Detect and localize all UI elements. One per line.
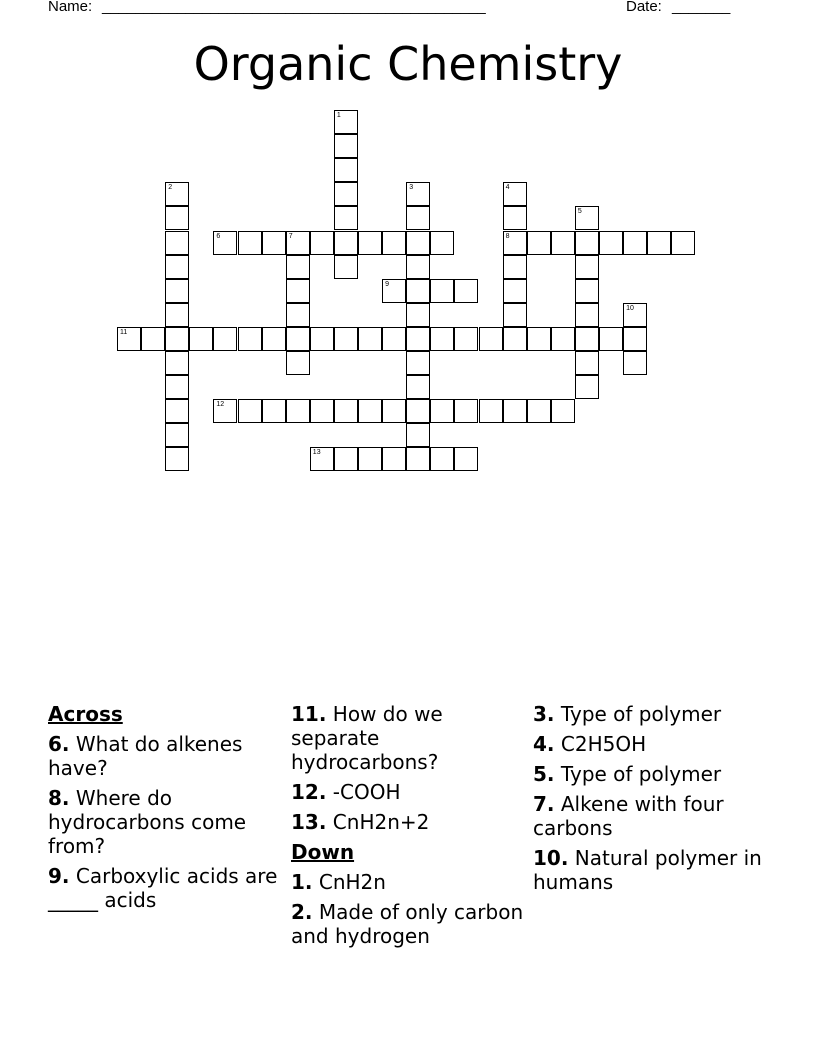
grid-cell[interactable] bbox=[406, 423, 430, 447]
clue-text: How do we separate hydrocarbons? bbox=[291, 702, 443, 774]
cell-number: 6 bbox=[216, 232, 221, 240]
clue-text: Made of only carbon and hydrogen bbox=[291, 900, 524, 948]
grid-cell[interactable] bbox=[165, 351, 189, 375]
grid-cell[interactable] bbox=[213, 231, 237, 255]
grid-cell[interactable] bbox=[238, 231, 262, 255]
grid-cell[interactable] bbox=[382, 279, 406, 303]
clue-down-4 bbox=[533, 732, 773, 756]
grid-cell[interactable] bbox=[503, 231, 527, 255]
page-title: Organic Chemistry bbox=[193, 37, 623, 91]
grid-cell[interactable] bbox=[623, 327, 647, 351]
grid-cell[interactable] bbox=[213, 399, 237, 423]
clue-text: Carboxylic acids are _____ acids bbox=[48, 864, 278, 912]
cell-number: 4 bbox=[505, 184, 510, 192]
grid-cell[interactable] bbox=[141, 327, 165, 351]
across-heading: Across bbox=[48, 702, 123, 726]
grid-cell[interactable] bbox=[334, 110, 358, 134]
grid-cell[interactable] bbox=[551, 231, 575, 255]
grid-cell[interactable] bbox=[406, 327, 430, 351]
clue-text: -COOH bbox=[332, 780, 401, 804]
grid-cell[interactable] bbox=[406, 399, 430, 423]
grid-cell[interactable] bbox=[310, 447, 334, 471]
grid-cell[interactable] bbox=[286, 303, 310, 327]
grid-cell[interactable] bbox=[358, 399, 382, 423]
clue-column-2 bbox=[291, 702, 527, 954]
grid-cell[interactable] bbox=[623, 303, 647, 327]
grid-cell[interactable] bbox=[310, 231, 334, 255]
grid-cell[interactable] bbox=[382, 231, 406, 255]
grid-cell[interactable] bbox=[479, 399, 503, 423]
grid-cell[interactable] bbox=[406, 447, 430, 471]
grid-cell[interactable] bbox=[503, 303, 527, 327]
grid-cell[interactable] bbox=[165, 327, 189, 351]
clue-number: 4. bbox=[533, 732, 555, 756]
name-label: Name: bbox=[48, 0, 93, 15]
clue-across-8 bbox=[48, 786, 280, 858]
grid-cell[interactable] bbox=[623, 351, 647, 375]
grid-cell[interactable] bbox=[165, 279, 189, 303]
clue-text: Type of polymer bbox=[560, 762, 722, 786]
clue-text: Type of polymer bbox=[560, 702, 722, 726]
grid-cell[interactable] bbox=[165, 423, 189, 447]
grid-cell[interactable] bbox=[262, 327, 286, 351]
grid-cell[interactable] bbox=[358, 231, 382, 255]
cell-number: 11 bbox=[120, 328, 128, 336]
clue-number: 10. bbox=[533, 846, 569, 870]
grid-cell[interactable] bbox=[406, 351, 430, 375]
grid-cell[interactable] bbox=[334, 399, 358, 423]
grid-cell[interactable] bbox=[358, 447, 382, 471]
grid-cell[interactable] bbox=[479, 327, 503, 351]
clue-number: 12. bbox=[291, 780, 327, 804]
grid-cell[interactable] bbox=[503, 327, 527, 351]
grid-cell[interactable] bbox=[647, 231, 671, 255]
clue-column-3 bbox=[533, 702, 773, 900]
grid-cell[interactable] bbox=[575, 231, 599, 255]
grid-cell[interactable] bbox=[430, 231, 454, 255]
cell-number: 7 bbox=[288, 232, 293, 240]
grid-cell[interactable] bbox=[503, 399, 527, 423]
grid-cell[interactable] bbox=[165, 231, 189, 255]
clue-number: 5. bbox=[533, 762, 555, 786]
grid-cell[interactable] bbox=[334, 182, 358, 206]
grid-cell[interactable] bbox=[430, 399, 454, 423]
cell-number: 5 bbox=[577, 208, 582, 216]
grid-cell[interactable] bbox=[382, 327, 406, 351]
clue-text: Natural polymer in humans bbox=[533, 846, 762, 894]
clue-across-6 bbox=[48, 732, 280, 780]
grid-cell[interactable] bbox=[334, 206, 358, 230]
grid-cell[interactable] bbox=[430, 327, 454, 351]
clue-number: 3. bbox=[533, 702, 555, 726]
grid-cell[interactable] bbox=[575, 375, 599, 399]
grid-cell[interactable] bbox=[575, 351, 599, 375]
clue-text: What do alkenes have? bbox=[48, 732, 243, 780]
grid-cell[interactable] bbox=[454, 447, 478, 471]
clue-number: 8. bbox=[48, 786, 70, 810]
cell-number: 2 bbox=[168, 184, 173, 192]
grid-cell[interactable] bbox=[286, 231, 310, 255]
clue-text: CnH2n bbox=[318, 870, 386, 894]
clue-number: 11. bbox=[291, 702, 327, 726]
clue-down-3 bbox=[533, 702, 773, 726]
grid-cell[interactable] bbox=[527, 327, 551, 351]
grid-cell[interactable] bbox=[165, 206, 189, 230]
grid-cell[interactable] bbox=[165, 447, 189, 471]
grid-cell[interactable] bbox=[334, 327, 358, 351]
grid-cell[interactable] bbox=[551, 399, 575, 423]
clue-down-7 bbox=[533, 792, 773, 840]
date-field[interactable]: _______ bbox=[672, 0, 731, 15]
grid-cell[interactable] bbox=[551, 327, 575, 351]
grid-cell[interactable] bbox=[165, 182, 189, 206]
clue-text: C2H5OH bbox=[560, 732, 647, 756]
clue-down-5 bbox=[533, 762, 773, 786]
clue-number: 2. bbox=[291, 900, 313, 924]
clue-number: 7. bbox=[533, 792, 555, 816]
grid-cell[interactable] bbox=[599, 231, 623, 255]
grid-cell[interactable] bbox=[575, 206, 599, 230]
clue-across-12 bbox=[291, 780, 527, 804]
grid-cell[interactable] bbox=[527, 231, 551, 255]
grid-cell[interactable] bbox=[599, 327, 623, 351]
cell-number: 13 bbox=[312, 449, 321, 457]
clue-text: CnH2n+2 bbox=[332, 810, 430, 834]
cell-number: 1 bbox=[336, 112, 341, 119]
clue-column-1 bbox=[48, 702, 280, 918]
clue-down-1 bbox=[291, 870, 527, 894]
grid-cell[interactable] bbox=[503, 182, 527, 206]
grid-cell[interactable] bbox=[165, 303, 189, 327]
grid-cell[interactable] bbox=[334, 447, 358, 471]
grid-cell[interactable] bbox=[286, 327, 310, 351]
grid-cell[interactable] bbox=[575, 279, 599, 303]
clue-number: 13. bbox=[291, 810, 327, 834]
clue-down-2 bbox=[291, 900, 527, 948]
clue-across-13 bbox=[291, 810, 527, 834]
grid-cell[interactable] bbox=[286, 351, 310, 375]
clue-number: 1. bbox=[291, 870, 313, 894]
clue-text: Alkene with four carbons bbox=[533, 792, 724, 840]
grid-cell[interactable] bbox=[382, 399, 406, 423]
grid-cell[interactable] bbox=[671, 231, 695, 255]
grid-cell[interactable] bbox=[334, 134, 358, 158]
grid-cell[interactable] bbox=[406, 303, 430, 327]
grid-cell[interactable] bbox=[358, 327, 382, 351]
grid-cell[interactable] bbox=[575, 303, 599, 327]
grid-cell[interactable] bbox=[286, 279, 310, 303]
clue-across-11 bbox=[291, 702, 527, 774]
grid-cell[interactable] bbox=[503, 255, 527, 279]
grid-cell[interactable] bbox=[334, 231, 358, 255]
grid-cell[interactable] bbox=[310, 327, 334, 351]
grid-cell[interactable] bbox=[503, 279, 527, 303]
cell-number: 10 bbox=[626, 304, 634, 312]
grid-cell[interactable] bbox=[165, 399, 189, 423]
grid-cell[interactable] bbox=[527, 399, 551, 423]
grid-cell[interactable] bbox=[262, 231, 286, 255]
grid-cell[interactable] bbox=[165, 255, 189, 279]
grid-cell[interactable] bbox=[575, 255, 599, 279]
clue-number: 9. bbox=[48, 864, 70, 888]
clue-down-10 bbox=[533, 846, 773, 894]
grid-cell[interactable] bbox=[406, 182, 430, 206]
cell-number: 9 bbox=[385, 280, 389, 288]
date-label: Date: bbox=[626, 0, 662, 15]
grid-cell[interactable] bbox=[406, 279, 430, 303]
cell-number: 3 bbox=[409, 184, 414, 192]
grid-cell[interactable] bbox=[430, 279, 454, 303]
grid-cell[interactable] bbox=[238, 327, 262, 351]
down-heading: Down bbox=[291, 840, 355, 864]
grid-cell[interactable] bbox=[213, 327, 237, 351]
grid-cell[interactable] bbox=[286, 255, 310, 279]
grid-cell[interactable] bbox=[334, 158, 358, 182]
grid-cell[interactable] bbox=[406, 206, 430, 230]
grid-cell[interactable] bbox=[503, 206, 527, 230]
grid-cell[interactable] bbox=[382, 447, 406, 471]
grid-cell[interactable] bbox=[238, 399, 262, 423]
cell-number: 12 bbox=[216, 401, 225, 409]
name-field[interactable]: ______________________________________________ bbox=[102, 0, 486, 15]
grid-cell[interactable] bbox=[286, 399, 310, 423]
grid-cell[interactable] bbox=[262, 399, 286, 423]
grid-cell[interactable] bbox=[310, 399, 334, 423]
grid-cell[interactable] bbox=[165, 375, 189, 399]
grid-cell[interactable] bbox=[454, 327, 478, 351]
grid-cell[interactable] bbox=[623, 231, 647, 255]
grid-cell[interactable] bbox=[334, 255, 358, 279]
grid-cell[interactable] bbox=[575, 327, 599, 351]
grid-cell[interactable] bbox=[406, 231, 430, 255]
grid-cell[interactable] bbox=[454, 399, 478, 423]
grid-cell[interactable] bbox=[406, 375, 430, 399]
grid-cell[interactable] bbox=[454, 279, 478, 303]
grid-cell[interactable] bbox=[430, 447, 454, 471]
clue-across-9 bbox=[48, 864, 280, 912]
clue-text: Where do hydrocarbons come from? bbox=[48, 786, 247, 858]
clue-number: 6. bbox=[48, 732, 70, 756]
grid-cell[interactable] bbox=[117, 327, 141, 351]
grid-cell[interactable] bbox=[189, 327, 213, 351]
grid-cell[interactable] bbox=[406, 255, 430, 279]
cell-number: 8 bbox=[505, 232, 510, 240]
